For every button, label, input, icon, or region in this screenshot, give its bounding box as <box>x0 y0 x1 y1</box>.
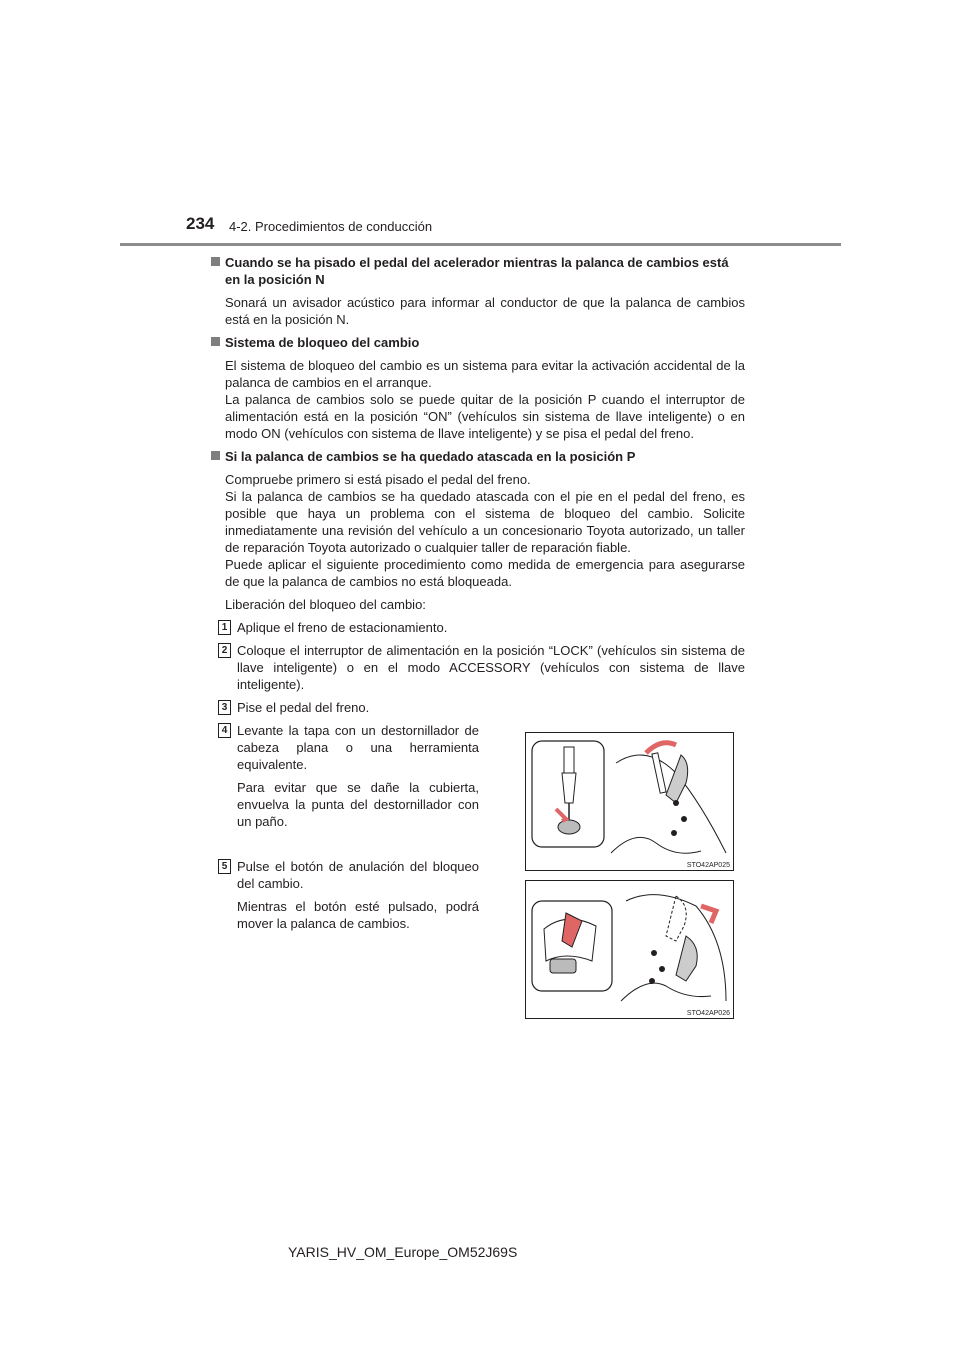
step-number: 4 <box>218 723 231 738</box>
square-bullet-icon <box>211 337 220 346</box>
chapter-title: 4-2. Procedimientos de conducción <box>229 219 433 234</box>
paragraph: El sistema de bloqueo del cambio es un sistema para evitar la activación accidental de la palanca de cambios en el arranque. La palanca de cambios solo se puede quitar de la posición P cuando el interruptor de alimentación está en la posición “ON” (vehículos sin sistema de llave inteligente) o en modo ON (vehículos con sistema de llave inteligente) y se pisa el pedal del freno. <box>225 358 745 441</box>
step-5-note: Mientras el botón esté pulsado, podrá mover la palanca de cambios. <box>237 899 479 931</box>
section-title: Sistema de bloqueo del cambio <box>211 334 745 351</box>
figure-code: STO42AP026 <box>686 1010 730 1017</box>
figure-code: STO42AP025 <box>686 862 730 869</box>
section-title: Si la palanca de cambios se ha quedado atascada en la posición P <box>211 448 745 465</box>
paragraph: Sonará un avisador acústico para informar al conductor de que la palanca de cambios está en la posición N. <box>225 295 745 327</box>
figure-shift-lock-button <box>525 880 734 1019</box>
step-5: 5 Pulse el botón de anulación del bloqueo del cambio. <box>211 858 479 892</box>
step-number: 3 <box>218 700 231 715</box>
header-rule <box>120 243 841 246</box>
procedure-label: Liberación del bloqueo del cambio: <box>225 597 426 612</box>
section-title: Cuando se ha pisado el pedal del acelerador mientras la palanca de cambios está en la posición N <box>211 254 745 288</box>
step-3: 3 Pise el pedal del freno. <box>211 699 745 716</box>
footer-doc-id: YARIS_HV_OM_Europe_OM52J69S <box>288 1244 518 1260</box>
paragraph: Compruebe primero si está pisado el pedal del freno. Si la palanca de cambios se ha quedado atascada con el pie en el pedal del freno, es posible que haya un problema con el sistema de bloqueo del cambio. Solicite inmediatamente una revisión del vehículo a un concesionario Toyota autorizado, un taller de reparación Toyota autorizado o cualquier taller de reparación fiable. Puede aplicar el siguiente procedimiento como medida de emergencia para asegurarse de que la palanca de cambios no está bloqueada. <box>225 472 745 589</box>
step-1: 1 Aplique el freno de estacionamiento. <box>211 619 745 636</box>
step-4-note: Para evitar que se dañe la cubierta, envuelva la punta del destornillador con un paño. <box>237 780 479 829</box>
square-bullet-icon <box>211 257 220 266</box>
figure-screwdriver-cover <box>525 732 734 871</box>
screwdriver-cover-illustration <box>526 733 733 870</box>
square-bullet-icon <box>211 451 220 460</box>
page-number: 234 <box>186 214 215 233</box>
step-2: 2 Coloque el interruptor de alimentación en la posición “LOCK” (vehículos sin sistema de llave inteligente) o en el modo ACCESSORY (vehículos con sistema de llave inteligente). <box>211 642 745 693</box>
step-number: 1 <box>218 620 231 635</box>
shift-lock-button-illustration <box>526 881 733 1018</box>
step-number: 2 <box>218 643 231 658</box>
step-4: 4 Levante la tapa con un destornillador de cabeza plana o una herramienta equivalente. <box>211 722 479 773</box>
step-number: 5 <box>218 859 231 874</box>
